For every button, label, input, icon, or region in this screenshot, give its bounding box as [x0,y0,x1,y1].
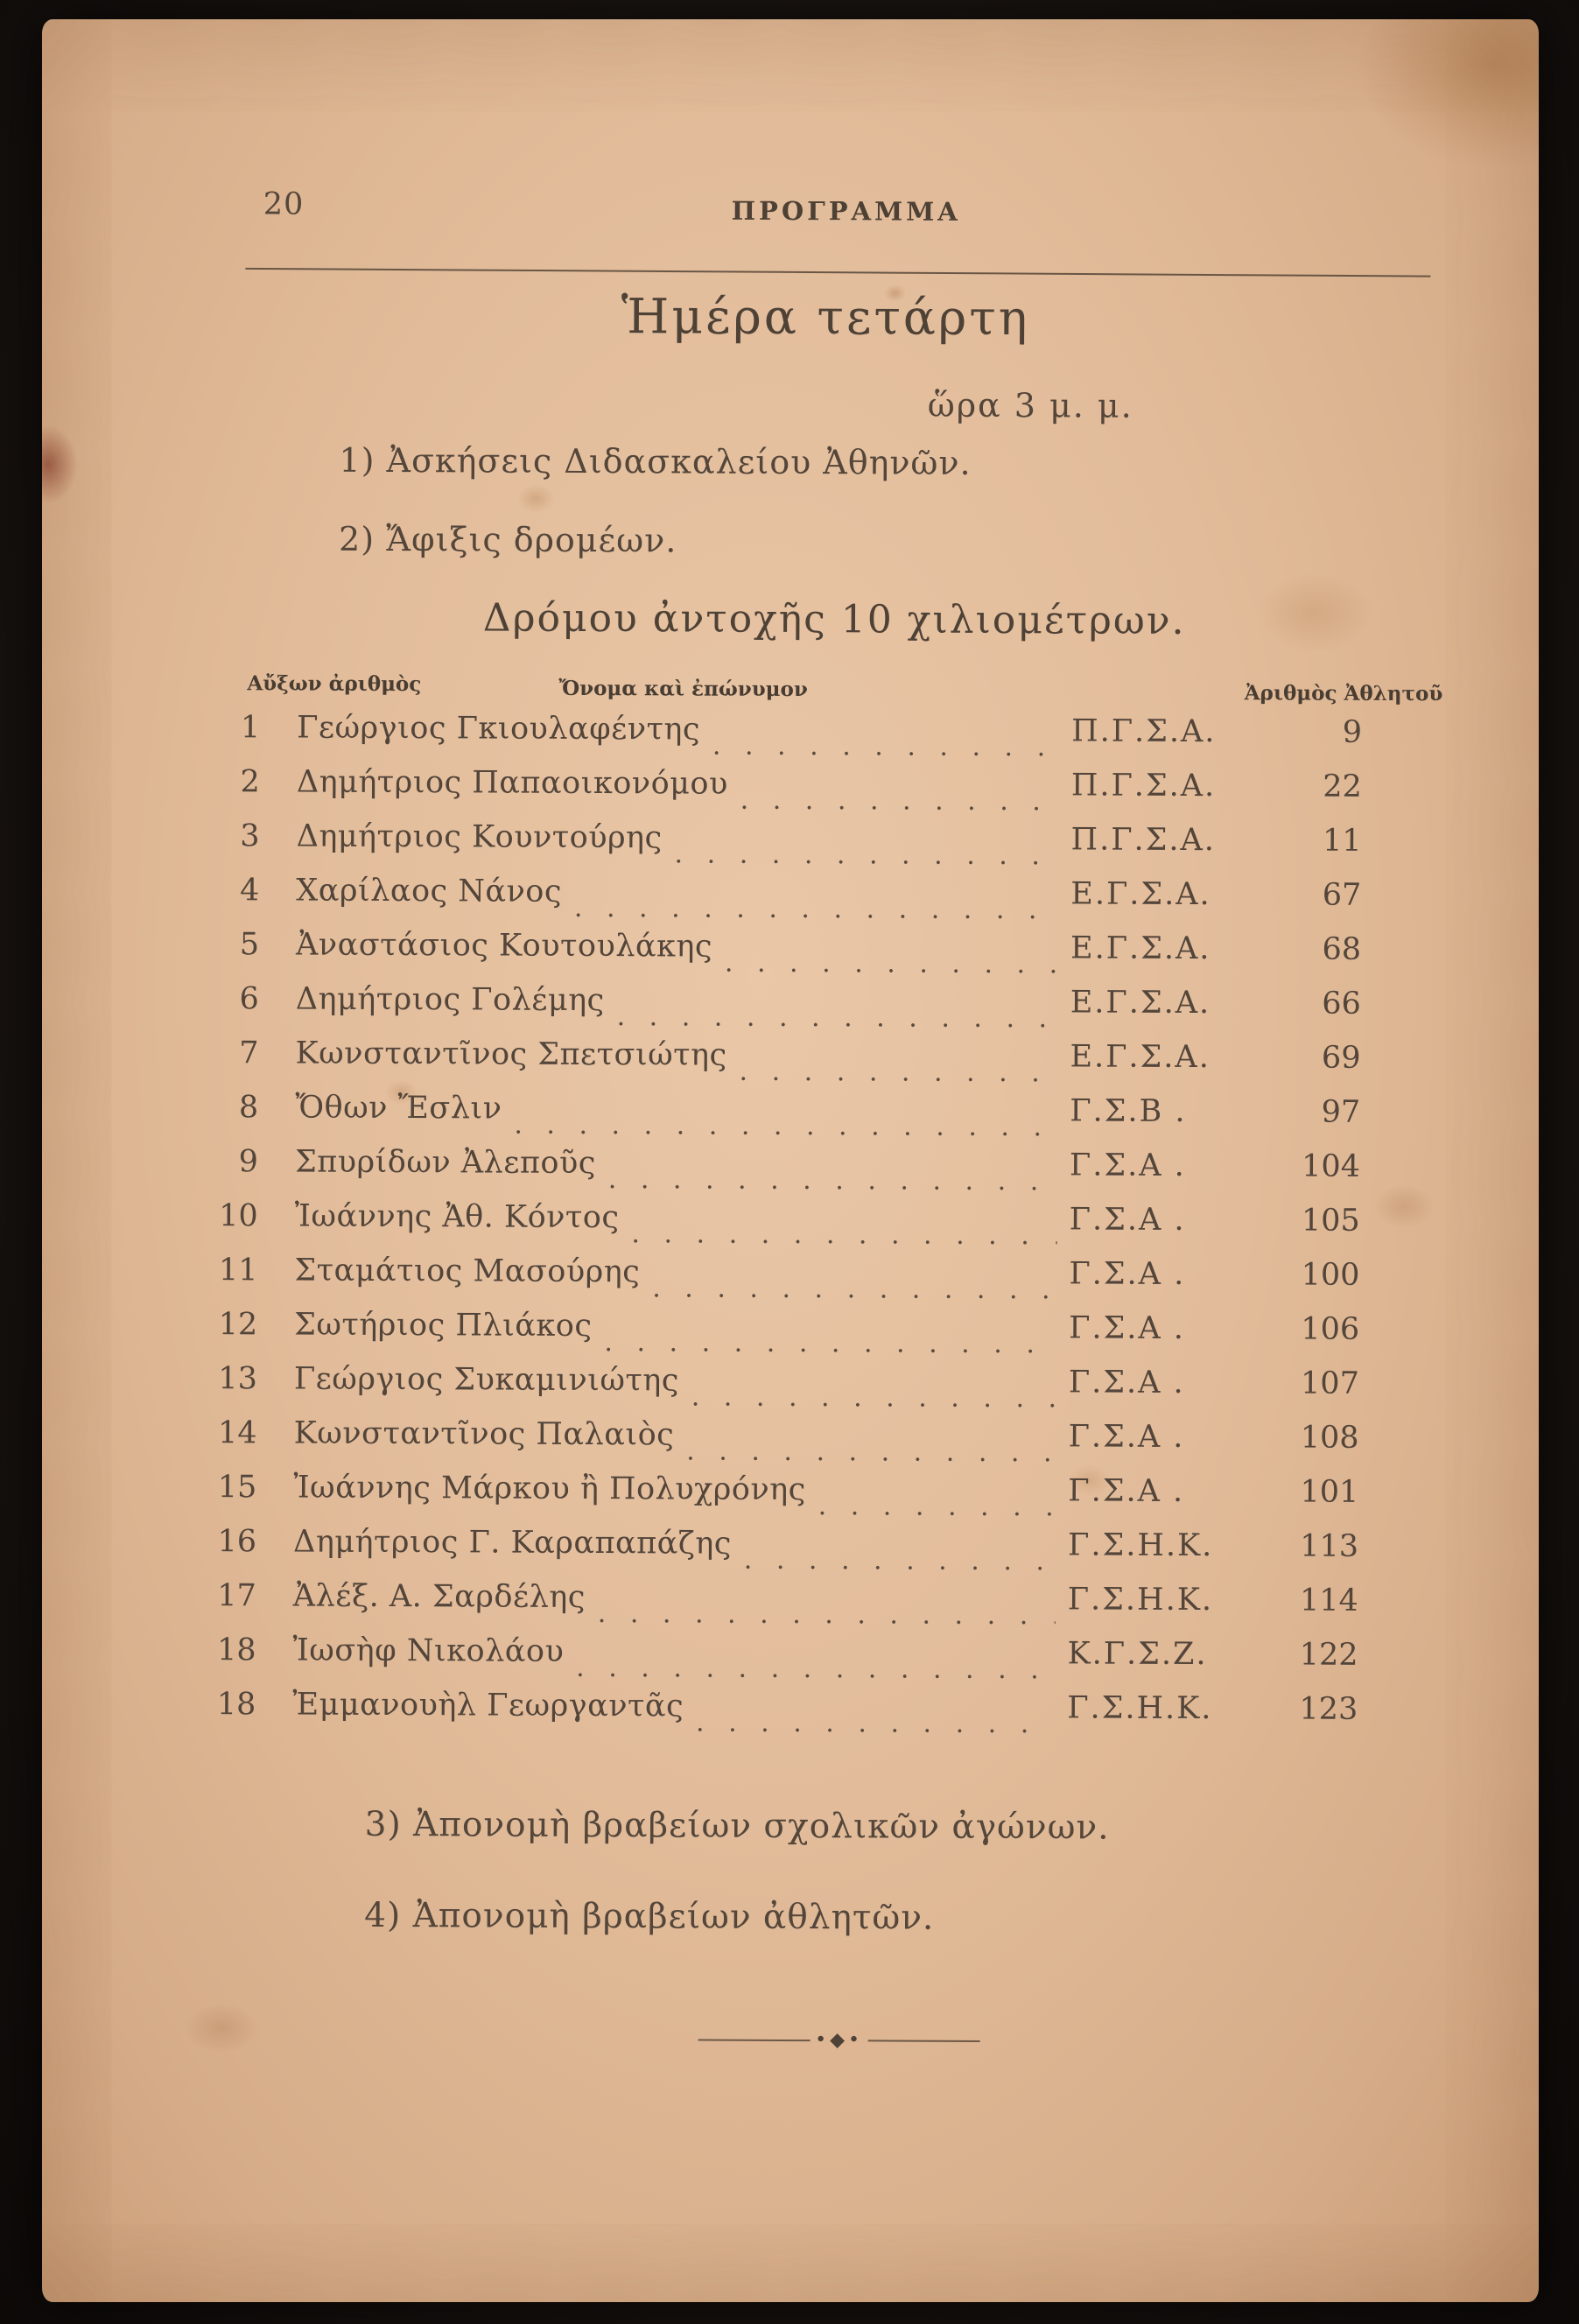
row-index: 15 [217,1470,257,1506]
row-athlete-number: 108 [1300,1420,1359,1456]
row-club: Π.Γ.Σ.Α. [1071,713,1217,750]
row-name: Ἰωάννης Ἀθ. Κόντος [294,1198,620,1236]
row-name: Δημήτριος Γ. Καραπαπάζης [293,1524,732,1562]
dotted-leader [604,1327,1056,1365]
row-club: Ε.Γ.Σ.Α. [1070,1039,1211,1076]
table-row [177,710,1362,769]
row-name: Χαρίλαος Νάνος [296,873,563,909]
row-club: Ε.Γ.Σ.Α. [1070,930,1211,967]
table-row [173,1578,1358,1638]
time-line: ὥρα 3 μ. μ. [927,385,1133,425]
dotted-leader [608,1164,1057,1202]
row-index: 17 [217,1578,256,1614]
divider-line-right [868,2040,980,2042]
row-athlete-number: 97 [1321,1094,1361,1130]
column-header-index: Αὔξων ἀριθμὸς [247,671,422,697]
table-row [176,873,1361,932]
program-item-1: 1) Ἀσκήσεις Διδασκαλείου Ἀθηνῶν. [339,440,972,482]
dotted-leader [574,893,1058,930]
row-name: Δημήτριος Κουντούρης [296,818,663,856]
row-name: Κωνσταντῖνος Σπετσιώτης [295,1036,727,1073]
row-name: Σπυρίδων Ἀλεποῦς [294,1144,596,1182]
running-header: ΠΡΟΓΡΑΜΜΑ [731,195,961,227]
row-club: Γ.Σ.Α . [1069,1256,1186,1292]
row-name: Ἀλέξ. Α. Σαρδέλης [292,1578,586,1615]
row-athlete-number: 122 [1299,1637,1358,1673]
row-name: Ἰωάννης Μάρκου ἢ Πολυχρόνης [293,1470,806,1508]
dotted-leader [691,1382,1056,1420]
row-index: 7 [239,1036,259,1071]
row-name: Ἐμμανουὴλ Γεωργαντᾶς [292,1687,684,1724]
row-athlete-number: 123 [1299,1691,1358,1727]
row-club: Π.Γ.Σ.Α. [1070,768,1217,804]
row-name: Δημήτριος Γολέμης [295,981,605,1019]
row-club: Γ.Σ.Α . [1069,1202,1186,1238]
table-row [174,1361,1359,1421]
row-club: Ε.Γ.Σ.Α. [1070,876,1211,913]
row-club: Γ.Σ.Α . [1068,1365,1185,1401]
row-index: 14 [218,1415,257,1451]
header-rule [245,268,1430,277]
dotted-leader [652,1273,1056,1310]
row-club: Γ.Σ.Η.Κ. [1067,1527,1214,1564]
table-header [44,671,1540,706]
table-row [177,764,1362,824]
program-item-4: 4) Ἀπονομὴ βραβείων ἀθλητῶν. [364,1895,935,1938]
table-row [175,1198,1360,1258]
divider-ornament: •◆• [815,2029,864,2052]
dotted-leader [674,839,1058,876]
row-name: Γεώργιος Γκιουλαφέντης [297,710,701,748]
row-name: Σταμάτιος Μασούρης [294,1253,641,1290]
day-title: Ἡμέρα τετάρτη [621,288,1030,347]
table-row [174,1307,1359,1366]
row-athlete-number: 9 [1342,714,1363,750]
dotted-leader [712,731,1059,769]
row-index: 9 [238,1144,259,1180]
row-index: 2 [240,764,260,800]
dotted-leader [686,1436,1056,1473]
page-number: 20 [263,186,305,222]
dotted-leader [740,785,1059,823]
column-header-name: Ὄνομα καὶ ἐπώνυμον [558,676,808,702]
row-athlete-number: 100 [1301,1257,1360,1293]
table-row [173,1470,1358,1529]
divider-line-left [698,2039,810,2041]
row-index: 12 [218,1307,258,1343]
table-row [175,1090,1360,1149]
table-row [174,1253,1359,1312]
row-index: 1 [240,710,261,746]
row-index: 4 [239,873,260,909]
row-name: Ἀναστάσιος Κουτουλάκης [295,927,713,965]
dotted-leader [744,1545,1056,1583]
row-athlete-number: 68 [1322,931,1362,967]
row-athlete-number: 101 [1300,1474,1359,1510]
table-row [176,818,1361,878]
dotted-leader [514,1110,1057,1148]
row-athlete-number: 11 [1322,823,1362,859]
row-name: Γεώργιος Συκαμινιώτης [293,1361,679,1399]
dotted-leader [631,1218,1056,1256]
row-club: Γ.Σ.Α . [1068,1419,1185,1455]
dotted-leader [576,1653,1055,1690]
row-athlete-number: 104 [1302,1148,1361,1184]
row-index: 16 [217,1524,257,1560]
athlete-table-body [172,710,1362,1746]
row-index: 18 [216,1632,256,1668]
row-club: Γ.Σ.Α . [1069,1148,1186,1183]
row-index: 13 [218,1361,257,1397]
dotted-leader [818,1491,1056,1527]
row-index: 6 [239,981,259,1017]
row-athlete-number: 69 [1321,1040,1361,1076]
race-section-heading: Δρόμου ἀντοχῆς 10 χιλιομέτρων. [482,595,1186,643]
scanned-page [42,19,1539,2302]
dotted-leader [739,1057,1057,1094]
table-row [173,1524,1358,1583]
row-index: 3 [240,818,260,854]
row-name: Κωνσταντῖνος Παλαιὸς [293,1415,675,1453]
row-name: Ὄθων Ἔσλιν [295,1090,502,1127]
row-club: Κ.Γ.Σ.Ζ. [1067,1636,1208,1673]
table-row [173,1415,1358,1475]
row-club: Γ.Σ.Α . [1069,1310,1186,1346]
program-item-3: 3) Ἀπονομὴ βραβείων σχολικῶν ἀγώνων. [364,1804,1110,1848]
row-athlete-number: 107 [1300,1366,1359,1401]
row-club: Ε.Γ.Σ.Α. [1070,985,1211,1022]
row-athlete-number: 22 [1323,769,1362,804]
row-club: Π.Γ.Σ.Α. [1070,822,1217,859]
program-item-2: 2) Ἄφιξις δρομέων. [338,519,677,560]
row-index: 8 [238,1090,259,1126]
row-index: 18 [216,1687,256,1723]
table-row [175,1036,1360,1095]
row-club: Γ.Σ.Α . [1068,1473,1185,1509]
table-row [172,1687,1358,1746]
dotted-leader [598,1598,1056,1636]
row-index: 11 [218,1253,258,1288]
row-athlete-number: 106 [1301,1311,1360,1347]
page-content [37,16,1543,2305]
row-athlete-number: 105 [1301,1203,1360,1239]
table-row [176,927,1361,986]
row-athlete-number: 114 [1299,1583,1358,1618]
row-index: 5 [239,927,260,963]
table-row [175,1144,1360,1204]
row-club: Γ.Σ.Η.Κ. [1067,1582,1214,1618]
row-index: 10 [219,1198,258,1234]
row-name: Ἰωσὴφ Νικολάου [292,1632,565,1669]
column-header-athlete-number: Ἀριθμὸς Ἀθλητοῦ [1244,681,1443,706]
row-name: Δημήτριος Παπαοικονόμου [296,764,728,802]
row-athlete-number: 67 [1322,877,1362,913]
row-club: Γ.Σ.Η.Κ. [1067,1690,1213,1727]
dotted-leader [617,1001,1058,1039]
row-athlete-number: 113 [1300,1528,1359,1564]
row-athlete-number: 66 [1322,986,1361,1022]
dotted-leader [696,1708,1055,1745]
table-row [176,981,1361,1041]
row-club: Γ.Σ.Β . [1070,1093,1187,1129]
row-name: Σωτήριος Πλιάκος [294,1307,593,1345]
table-row [172,1632,1358,1692]
section-divider [39,2026,1535,2054]
dotted-leader [725,948,1058,986]
